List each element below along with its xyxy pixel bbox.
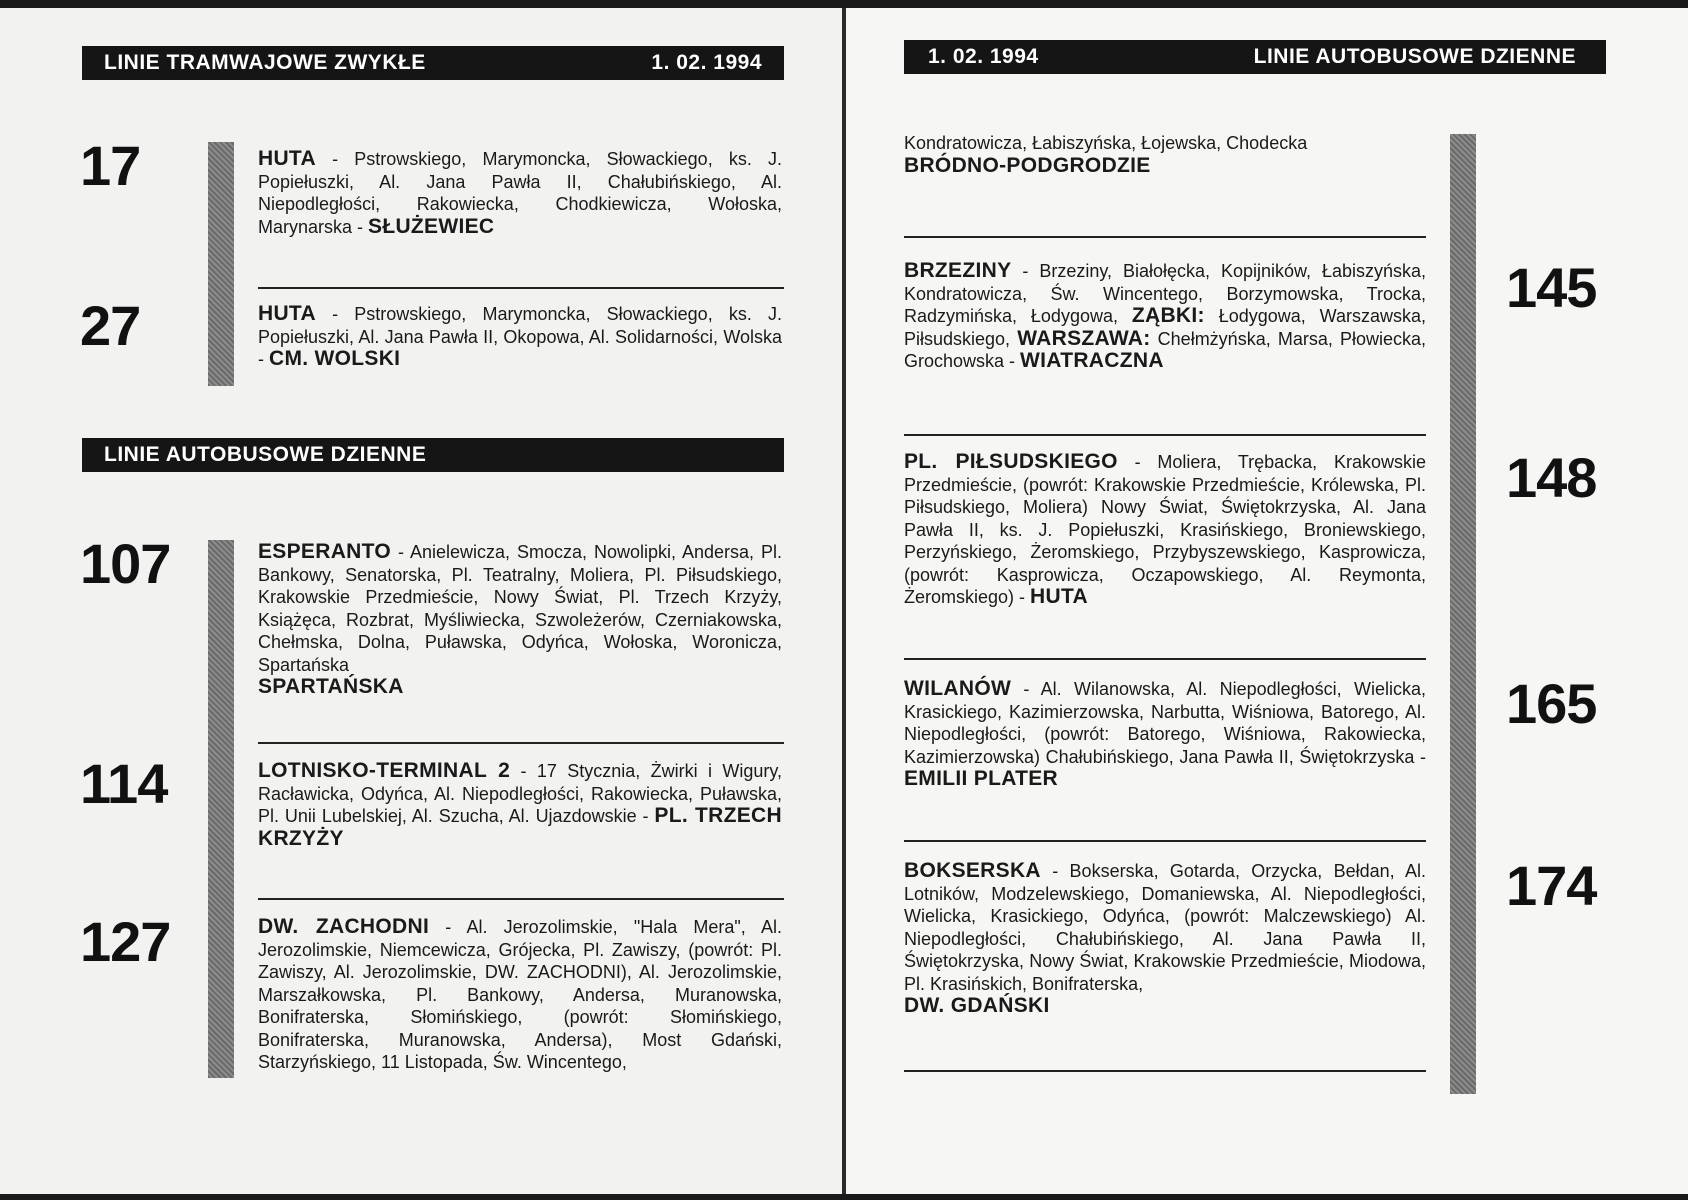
line-route-148: Moliera, Trębacka, Krakowskie Przedmieście, (powrót: Krakowskie Przedmieście, Królewska, Pl. Piłsudskiego, Moliera) Nowy Świat, Świętokrzyska, Al. Jana Pawła II, ks. J. Popiełuszki, Krasińskiego, Broniewskiego, Perzyńskiego, Żeromskiego, Przybyszewskiego, Kasprowicza, (powrót: Kasprowicza, Oczapowskiego, Al. Reymonta, Żeromskiego)	[904, 452, 1426, 607]
line-number-27: 27	[80, 294, 141, 357]
line-entry-165: WILANÓW - Al. Wilanowska, Al. Niepodległości, Wielicka, Krasickiego, Kazimierzowska, Narbutta, Wiśniowa, Batorego, Al. Niepodległości, (powrót: Batorego, Wiśniowa, Rakowiecka, Kazimierzowska) Chałubińskiego, Jana Pawła II, Świętokrzyska - EMILII PLATER	[904, 677, 1426, 790]
tram-lines-header	[82, 46, 784, 80]
line-route-17: Pstrowskiego, Marymoncka, Słowackiego, ks. J. Popiełuszki, Al. Jana Pawła II, Chałubińskiego, Al. Niepodległości, Rakowiecka, Chodkiewicza, Wołoska, Marynarska	[258, 149, 782, 237]
line-mid-145-b: WARSZAWA:	[1017, 326, 1151, 350]
line-mid-145-a: ZĄBKI:	[1131, 304, 1205, 327]
bus-lines-header-left	[82, 438, 784, 472]
bus-header-title-left: LINIE AUTOBUSOWE DZIENNE	[104, 443, 427, 466]
bus-lines-header-right	[904, 40, 1606, 74]
line-end-145: WIATRACZNA	[1020, 349, 1164, 372]
line-route-145-b: Łodygowa, Warszawska, Piłsudskiego,	[904, 306, 1426, 349]
line-route-107: Anielewicza, Smocza, Nowolipki, Andersa, Pl. Bankowy, Senatorska, Pl. Teatralny, Moliera, Pl. Piłsudskiego, Krakowskie Przedmieście, Nowy Świat, Pl. Trzech Krzyży, Książęca, Rozbrat, Myśliwiecka, Szwoleżerów, Czerniakowska, Chełmska, Dolna, Puławska, Odyńca, Wołoska, Woronicza, Spartańska	[258, 542, 782, 675]
line-number-148: 148	[1506, 446, 1597, 509]
bus-lines-bar-right	[1450, 134, 1476, 1094]
line-entry-174: BOKSERSKA - Bokserska, Gotarda, Orzycka, Bełdan, Al. Lotników, Modzelewskiego, Domaniewska, Al. Niepodległości, Wielicka, Krasickiego, Odyńca, (powrót: Malczewskiego) Al. Niepodległości, Chałubińskiego, Al. Jana Pawła II, Świętokrzyska, Nowy Świat, Krakowskie Przedmieście, Miodowa, Pl. Krasińskich, Bonifraterska, DW. GDAŃSKI	[904, 859, 1426, 1017]
line-end-148: HUTA	[1030, 585, 1088, 608]
line-start-145: BRZEZINY	[904, 259, 1012, 282]
line-end-27: CM. WOLSKI	[269, 347, 401, 370]
divider	[904, 840, 1426, 842]
line-start-114: LOTNISKO-TERMINAL 2	[258, 759, 511, 782]
line-number-17: 17	[80, 134, 141, 197]
line-end-114: PL. TRZECH KRZYŻY	[258, 804, 782, 850]
continued-route-streets: Kondratowicza, Łabiszyńska, Łojewska, Chodecka	[904, 133, 1308, 153]
bus-lines-bar-left	[208, 540, 234, 1078]
line-start-27: HUTA	[258, 302, 316, 325]
line-route-174: Bokserska, Gotarda, Orzycka, Bełdan, Al. Lotników, Modzelewskiego, Domaniewska, Al. Niepodległości, Wielicka, Krasickiego, Odyńca, (powrót: Malczewskiego) Al. Niepodległości, Chałubińskiego, Al. Jana Pawła II, Świętokrzyska, Nowy Świat, Krakowskie Przedmieście, Miodowa, Pl. Krasińskich, Bonifraterska,	[904, 861, 1426, 994]
line-number-174: 174	[1506, 854, 1597, 917]
divider	[258, 742, 784, 744]
divider	[904, 236, 1426, 238]
divider	[258, 287, 784, 289]
line-end-165: EMILII PLATER	[904, 767, 1059, 790]
divider	[258, 898, 784, 900]
tram-header-title: LINIE TRAMWAJOWE ZWYKŁE	[104, 51, 426, 74]
right-page	[846, 8, 1688, 1194]
line-entry-27: HUTA - Pstrowskiego, Marymoncka, Słowackiego, ks. J. Popiełuszki, Al. Jana Pawła II, Okopowa, Al. Solidarności, Wolska - CM. WOLSKI	[258, 302, 782, 370]
tram-lines-bar	[208, 142, 234, 386]
continued-route-end: BRÓDNO-PODGRODZIE	[904, 153, 1151, 177]
line-route-27: Pstrowskiego, Marymoncka, Słowackiego, ks. J. Popiełuszki, Al. Jana Pawła II, Okopowa, Al. Solidarności, Wolska	[258, 304, 782, 347]
line-route-165: Al. Wilanowska, Al. Niepodległości, Wielicka, Krasickiego, Kazimierzowska, Narbutta, Wiśniowa, Batorego, Al. Niepodległości, (powrót: Batorego, Wiśniowa, Rakowiecka, Kazimierzowska) Chałubińskiego, Jana Pawła II, Świętokrzyska	[904, 679, 1426, 767]
line-end-174: DW. GDAŃSKI	[904, 994, 1050, 1017]
line-entry-17: HUTA - Pstrowskiego, Marymoncka, Słowackiego, ks. J. Popiełuszki, Al. Jana Pawła II, Chałubińskiego, Al. Niepodległości, Rakowiecka, Chodkiewicza, Wołoska, Marynarska - SŁUŻEWIEC	[258, 147, 782, 238]
tram-header-date: 1. 02. 1994	[651, 51, 762, 74]
line-number-127: 127	[80, 910, 171, 973]
line-start-107: ESPERANTO	[258, 540, 392, 563]
line-start-174: BOKSERSKA	[904, 859, 1041, 882]
line-number-107: 107	[80, 532, 171, 595]
line-start-148: PL. PIŁSUDSKIEGO	[904, 450, 1118, 473]
line-start-165: WILANÓW	[904, 677, 1012, 700]
line-entry-107: ESPERANTO - Anielewicza, Smocza, Nowolipki, Andersa, Pl. Bankowy, Senatorska, Pl. Teatralny, Moliera, Pl. Piłsudskiego, Krakowskie Przedmieście, Nowy Świat, Pl. Trzech Krzyży, Książęca, Rozbrat, Myśliwiecka, Szwoleżerów, Czerniakowska, Chełmska, Dolna, Puławska, Odyńca, Wołoska, Woronicza, Spartańska SPARTAŃSKA	[258, 540, 782, 698]
line-route-127: Al. Jerozolimskie, "Hala Mera", Al. Jerozolimskie, Niemcewicza, Grójecka, Pl. Zawiszy, (powrót: Pl. Zawiszy, Al. Jerozolimskie, DW. ZACHODNI), Al. Jerozolimskie, Marszałkowska, Pl. Bankowy, Andersa, Muranowska, Bonifraterska, Słomińskiego, (powrót: Słomińskiego, Bonifraterska, Muranowska, Andersa), Most Gdański, Starzyńskiego, 11 Listopada, Św. Wincentego,	[258, 917, 782, 1072]
line-end-107: SPARTAŃSKA	[258, 675, 404, 698]
line-number-165: 165	[1506, 672, 1597, 735]
line-entry-127: DW. ZACHODNI - Al. Jerozolimskie, "Hala Mera", Al. Jerozolimskie, Niemcewicza, Grójecka, Pl. Zawiszy, (powrót: Pl. Zawiszy, Al. Jerozolimskie, DW. ZACHODNI), Al. Jerozolimskie, Marszałkowska, Pl. Bankowy, Andersa, Muranowska, Bonifraterska, Słomińskiego, (powrót: Słomińskiego, Bonifraterska, Muranowska, Andersa), Most Gdański, Starzyńskiego, 11 Listopada, Św. Wincentego,	[258, 915, 782, 1072]
line-entry-145: BRZEZINY - Brzeziny, Białołęcka, Kopijników, Łabiszyńska, Kondratowicza, Św. Wincentego, Borzymowska, Trocka, Radzymińska, Łodygowa, ZĄBKI: Łodygowa, Warszawska, Piłsudskiego, WARSZAWA: Chełmżyńska, Marsa, Płowiecka, Grochowska - WIATRACZNA	[904, 259, 1427, 372]
line-number-145: 145	[1506, 256, 1597, 319]
bus-header-title-right: LINIE AUTOBUSOWE DZIENNE	[1253, 45, 1576, 68]
bus-header-date-right: 1. 02. 1994	[928, 45, 1039, 68]
line-start-17: HUTA	[258, 147, 316, 170]
divider	[904, 1070, 1426, 1072]
line-route-114: 17 Stycznia, Żwirki i Wigury, Racławicka, Odyńca, Al. Niepodległości, Rakowiecka, Puławska, Pl. Unii Lubelskiej, Al. Szucha, Al. Ujazdowskie	[258, 761, 782, 826]
line-entry-114: LOTNISKO-TERMINAL 2 - 17 Stycznia, Żwirki i Wigury, Racławicka, Odyńca, Al. Niepodległości, Rakowiecka, Puławska, Pl. Unii Lubelskiej, Al. Szucha, Al. Ujazdowskie - PL. TRZECH KRZYŻY	[258, 759, 782, 850]
line-start-127: DW. ZACHODNI	[258, 915, 430, 938]
line-end-17: SŁUŻEWIEC	[368, 214, 495, 238]
continued-route	[904, 132, 1426, 177]
line-route-145-c: Chełmżyńska, Marsa, Płowiecka, Grochowska	[904, 328, 1426, 371]
line-number-114: 114	[80, 752, 168, 815]
left-page	[0, 8, 842, 1194]
line-route-145-a: Brzeziny, Białołęcka, Kopijników, Łabiszyńska, Kondratowicza, Św. Wincentego, Borzymowska, Trocka, Radzymińska, Łodygowa,	[904, 261, 1427, 326]
divider	[904, 658, 1426, 660]
line-entry-148: PL. PIŁSUDSKIEGO - Moliera, Trębacka, Krakowskie Przedmieście, (powrót: Krakowskie Przedmieście, Królewska, Pl. Piłsudskiego, Moliera) Nowy Świat, Świętokrzyska, Al. Jana Pawła II, ks. J. Popiełuszki, Krasińskiego, Broniewskiego, Perzyńskiego, Żeromskiego, Przybyszewskiego, Kasprowicza, (powrót: Kasprowicza, Oczapowskiego, Al. Reymonta, Żeromskiego) - HUTA	[904, 450, 1426, 608]
divider	[904, 434, 1426, 436]
